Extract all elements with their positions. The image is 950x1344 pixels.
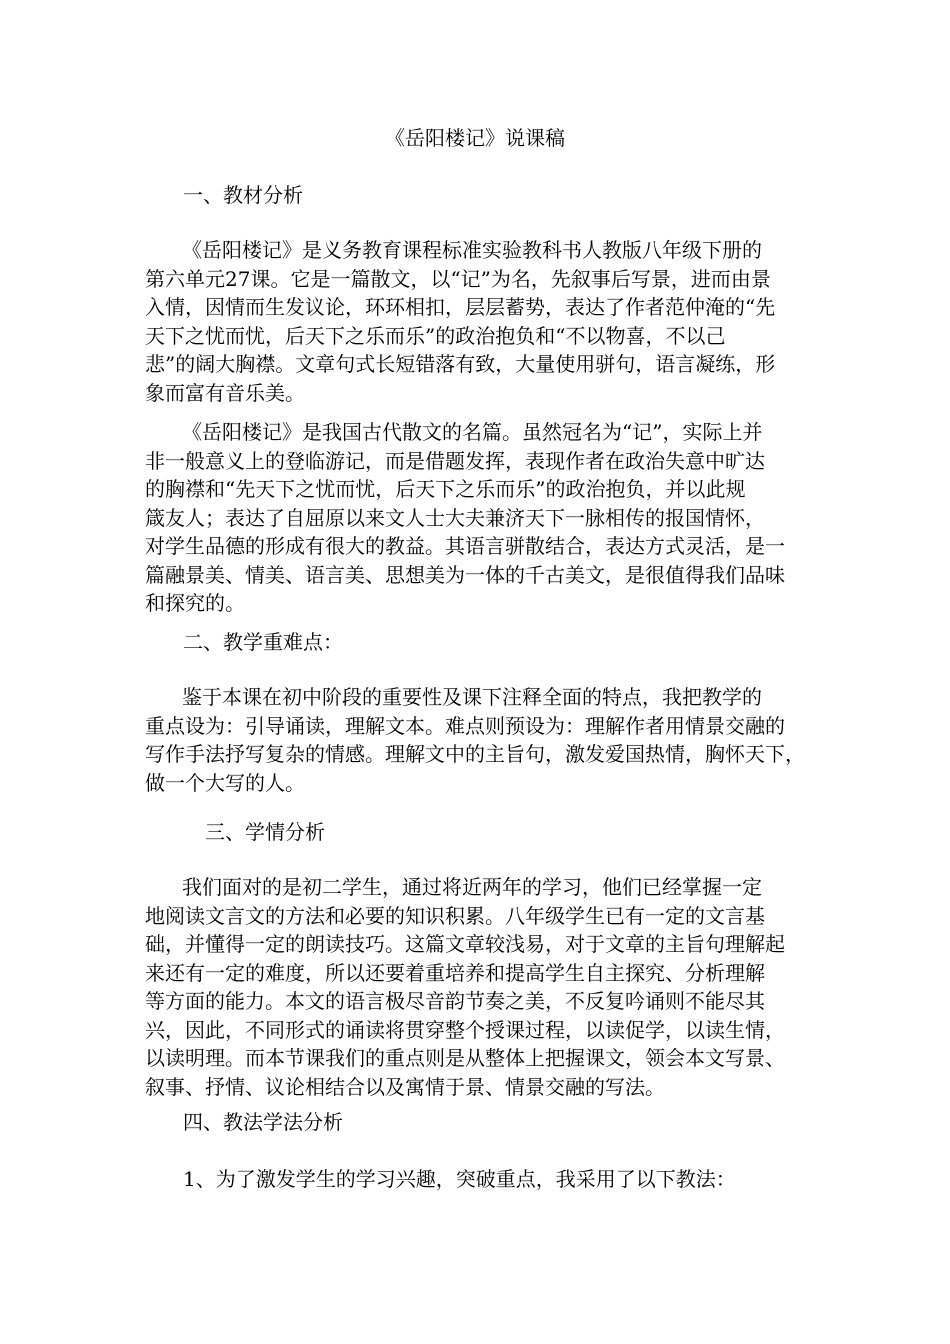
section-heading-learner-analysis: 三、学情分析 — [205, 820, 325, 844]
section-heading-methods-analysis: 四、教法学法分析 — [183, 1110, 343, 1134]
paragraph-line: 和探究的。 — [145, 591, 245, 615]
paragraph-line: 来还有一定的难度，所以还要着重培养和提高学生自主探究、分析理解 — [145, 960, 765, 985]
paragraph-line: 的胸襟和“先天下之忧而忧，后天下之乐而乐”的政治抱负，并以此规 — [145, 477, 746, 501]
paragraph-line: 篇融景美、情美、语言美、思想美为一体的千古美文，是很值得我们品味 — [145, 562, 785, 587]
section-heading-textbook-analysis: 一、教材分析 — [183, 183, 303, 207]
paragraph-learner-analysis — [145, 873, 815, 1101]
section-heading-key-difficulties: 二、教学重难点： — [183, 630, 343, 654]
paragraph-line: 等方面的能力。本文的语言极尽音韵节奏之美，不反复吟诵则不能尽其 — [145, 989, 765, 1013]
paragraph-line: 以读明理。而本节课我们的重点则是从整体上把握课文，领会本文写景、 — [145, 1046, 785, 1070]
paragraph-line: 入情，因情而生发议论，环环相扣，层层蓄势，表达了作者范仲淹的“先 — [145, 295, 776, 319]
document-title: 《岳阳楼记》说课稿 — [385, 126, 565, 150]
list-item-teaching-methods: 1、为了激发学生的学习兴趣，突破重点，我采用了以下教法： — [183, 1167, 736, 1191]
paragraph-line: 非一般意义上的登临游记，而是借题发挥，表现作者在政治失意中旷达 — [145, 448, 765, 473]
paragraph-line: 兴，因此，不同形式的诵读将贯穿整个授课过程，以读促学，以读生情， — [145, 1017, 785, 1042]
paragraph-line: 悲”的阔大胸襟。文章句式长短错落有致，大量使用骈句，语言凝练，形 — [145, 352, 776, 376]
paragraph-textbook-intro — [145, 236, 815, 407]
paragraph-line: 箴友人；表达了自屈原以来文人士大夫兼济天下一脉相传的报国情怀， — [145, 505, 765, 530]
paragraph-line: 天下之忧而忧，后天下之乐而乐”的政治抱负和“不以物喜，不以己 — [145, 323, 726, 348]
paragraph-line: 础，并懂得一定的朗读技巧。这篇文章较浅易，对于文章的主旨句理解起 — [145, 932, 785, 956]
paragraph-line: 第六单元27课。它是一篇散文，以“记”为名，先叙事后写景，进而由景 — [145, 266, 771, 291]
paragraph-line: 做一个大写的人。 — [145, 770, 305, 795]
paragraph-line: 我们面对的是初二学生，通过将近两年的学习，他们已经掌握一定 — [182, 875, 762, 899]
paragraph-line: 象而富有音乐美。 — [145, 380, 305, 405]
paragraph-line: 叙事、抒情、议论相结合以及寓情于景、情景交融的写法。 — [145, 1074, 665, 1099]
paragraph-line: 地阅读文言文的方法和必要的知识积累。八年级学生已有一定的文言基 — [145, 903, 765, 928]
paragraph-line: 对学生品德的形成有很大的教益。其语言骈散结合，表达方式灵活，是一 — [145, 534, 785, 558]
paragraph-line: 鉴于本课在初中阶段的重要性及课下注释全面的特点，我把教学的 — [182, 685, 762, 709]
paragraph-line: 《岳阳楼记》是义务教育课程标准实验教科书人教版八年级下册的 — [182, 238, 762, 262]
paragraph-line: 《岳阳楼记》是我国古代散文的名篇。虽然冠名为“记”，实际上并 — [182, 420, 763, 444]
paragraph-line: 写作手法抒写复杂的情感。理解文中的主旨句，激发爱国热情，胸怀天下， — [145, 742, 805, 766]
paragraph-key-difficulties — [145, 683, 815, 797]
paragraph-textbook-significance — [145, 418, 815, 618]
paragraph-line: 重点设为：引导诵读，理解文本。难点则预设为：理解作者用情景交融的 — [145, 713, 785, 738]
